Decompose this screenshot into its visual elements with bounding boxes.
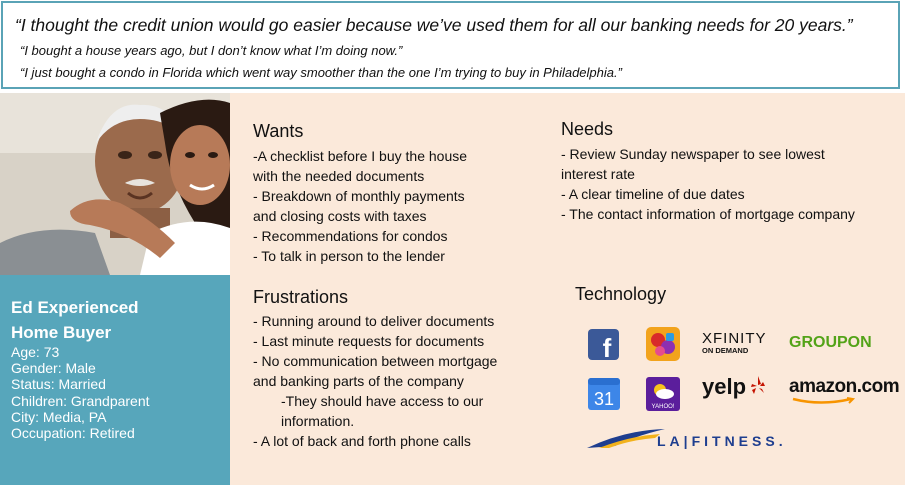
wants-line: and closing costs with taxes <box>253 208 427 224</box>
frustrations-line: information. <box>281 413 355 429</box>
persona-children: Children: Grandparent <box>11 392 150 409</box>
frustrations-line: - A lot of back and forth phone calls <box>253 433 471 449</box>
needs-heading: Needs <box>561 119 614 139</box>
facebook-icon <box>588 329 619 365</box>
wants-line: - To talk in person to the lender <box>253 248 445 264</box>
yelp-logo <box>702 374 766 400</box>
frustrations-heading: Frustrations <box>253 287 349 307</box>
xfinity-logo <box>702 331 772 355</box>
needs-line: interest rate <box>561 166 635 182</box>
persona-age: Age: 73 <box>11 344 60 360</box>
persona-occupation: Occupation: Retired <box>11 425 135 442</box>
frustrations-list <box>253 311 497 451</box>
xfinity-text: XFINITY <box>702 330 767 347</box>
persona-name <box>11 295 221 345</box>
needs-line: - A clear timeline of due dates <box>561 186 745 202</box>
persona-city: City: Media, PA <box>11 408 107 425</box>
persona-details <box>11 344 150 441</box>
frustrations-line: - Last minute requests for documents <box>253 333 485 349</box>
frustrations-line: - No communication between mortgage <box>253 353 498 369</box>
calendar-icon <box>588 378 620 415</box>
groupon-logo: GROUPON <box>789 334 872 351</box>
amazon-text: amazon.com <box>789 376 900 397</box>
lafitness-logo <box>585 426 785 457</box>
weather-brand: YAHOO! <box>651 404 675 410</box>
xfinity-ondemand-text: ON DEMAND <box>702 346 749 355</box>
wants-line: with the needed documents <box>253 168 425 184</box>
quote-3: “I just bought a condo in Florida which went way smoother than the one I’m trying to buy in Philadelphia.” <box>20 65 622 80</box>
persona-name-line2: Home Buyer <box>11 323 112 342</box>
frustrations-line: and banking parts of the company <box>253 373 464 389</box>
persona-main-panel <box>230 93 905 485</box>
wants-line: -A checklist before I buy the house <box>253 148 468 164</box>
lafitness-text: LA|FITNESS. <box>657 433 785 449</box>
persona-photo <box>0 93 230 275</box>
candy-crush-icon <box>646 327 680 366</box>
wants-list <box>253 146 467 266</box>
quotes-box <box>1 1 900 89</box>
amazon-logo <box>789 377 899 405</box>
calendar-date: 31 <box>593 389 615 409</box>
yelp-text: yelp <box>702 374 747 399</box>
technology-heading: Technology <box>575 284 667 304</box>
wants-line: - Recommendations for condos <box>253 228 448 244</box>
quote-2: “I bought a house years ago, but I don’t know what I’m doing now.” <box>20 43 403 58</box>
needs-list <box>561 144 855 224</box>
frustrations-line: -They should have access to our <box>281 393 484 409</box>
needs-line: - The contact information of mortgage company <box>561 206 855 222</box>
wants-heading: Wants <box>253 121 304 141</box>
persona-gender: Gender: Male <box>11 360 96 377</box>
persona-status: Status: Married <box>11 376 106 393</box>
wants-line: - Breakdown of monthly payments <box>253 188 465 204</box>
frustrations-line: - Running around to deliver documents <box>253 313 495 329</box>
persona-profile <box>0 275 230 485</box>
facebook-letter: f <box>602 333 612 360</box>
weather-icon <box>646 377 680 416</box>
main-quote: “I thought the credit union would go easier because we’ve used them for all our banking needs for 20 years.” <box>15 15 853 35</box>
persona-name-line1: Ed Experienced <box>11 298 139 317</box>
needs-line: - Review Sunday newspaper to see lowest <box>561 146 825 162</box>
